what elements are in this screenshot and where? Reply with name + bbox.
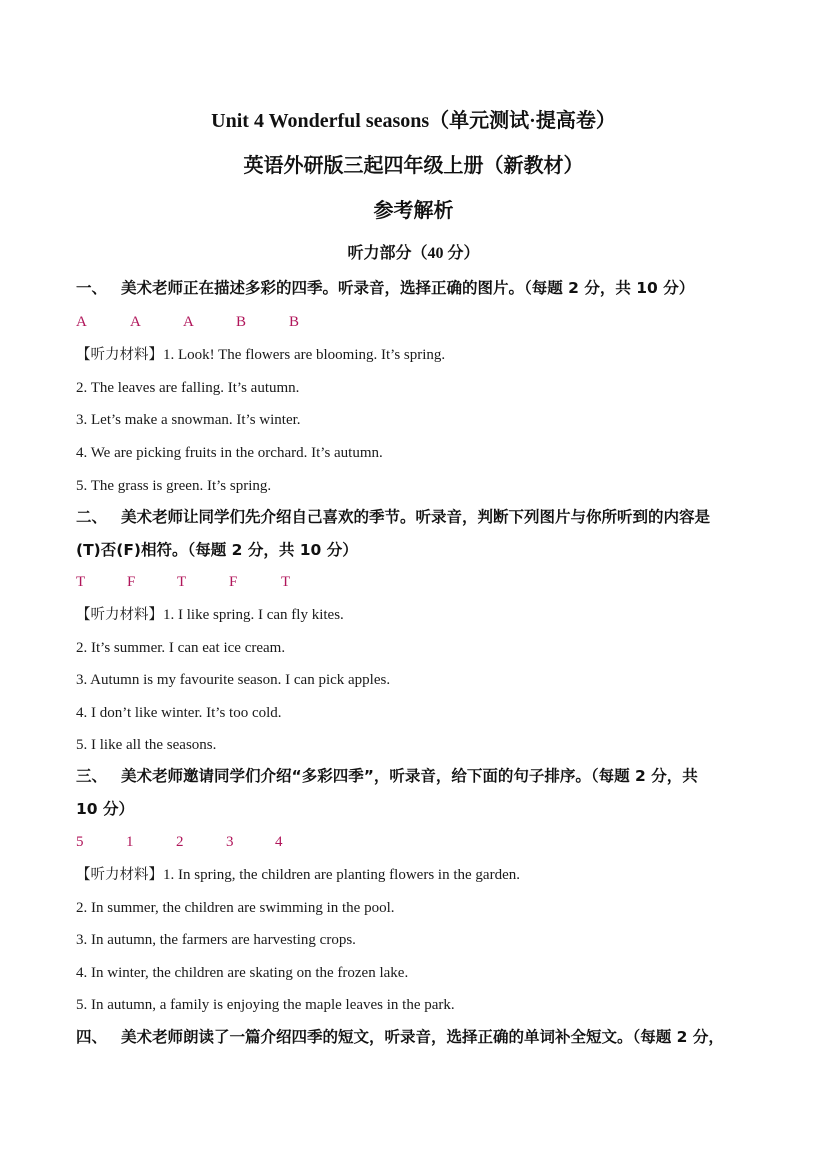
transcript-tag: 【听力材料】 — [76, 867, 163, 883]
answer: A — [76, 314, 87, 330]
section-2-heading — [76, 501, 766, 567]
section-number: 三、 — [76, 767, 108, 785]
section-instruction: 美术老师让同学们先介绍自己喜欢的季节。听录音，判断下列图片与你所听到的内容是 — [121, 508, 711, 526]
transcript-line: 【听力材料】1. I like spring. I can fly kites. — [76, 607, 344, 623]
section-instruction: 美术老师邀请同学们介绍“多彩四季”，听录音，给下面的句子排序。（每题 2 分，共 — [121, 767, 698, 785]
transcript-line: 5. I like all the seasons. — [76, 737, 217, 753]
transcript-line: 3. Autumn is my favourite season. I can pick apples. — [76, 672, 391, 688]
transcript-line: 3. In autumn, the farmers are harvesting crops. — [76, 932, 356, 948]
transcript-line: 2. It’s summer. I can eat ice cream. — [76, 640, 286, 656]
answer: 2 — [176, 834, 184, 850]
transcript-line: 3. Let’s make a snowman. It’s winter. — [76, 412, 301, 428]
section-number: 一、 — [76, 279, 108, 297]
transcript-line: 4. I don’t like winter. It’s too cold. — [76, 705, 282, 721]
section-4-heading — [76, 1021, 766, 1054]
answer: T — [177, 574, 187, 590]
answer-key-heading: 参考解析 — [373, 200, 454, 222]
transcript-line: 2. In summer, the children are swimming in the pool. — [76, 900, 395, 916]
transcript-line: 【听力材料】1. Look! The flowers are blooming. It’s spring. — [76, 347, 446, 363]
section-1-heading — [76, 272, 766, 305]
section-instruction: 美术老师朗读了一篇介绍四季的短文，听录音，选择正确的单词补全短文。（每题 2 分， — [121, 1028, 724, 1046]
answer: 3 — [226, 834, 234, 850]
transcript-line: 5. The grass is green. It’s spring. — [76, 478, 272, 494]
listening-part-heading: 听力部分（40 分） — [347, 245, 480, 262]
answer: A — [183, 314, 194, 330]
answer: B — [289, 314, 300, 330]
section-number: 二、 — [76, 508, 108, 526]
transcript-line: 4. We are picking fruits in the orchard. It’s autumn. — [76, 445, 383, 461]
transcript-line: 【听力材料】1. In spring, the children are planting flowers in the garden. — [76, 867, 520, 883]
answer: T — [281, 574, 291, 590]
answer: F — [229, 574, 238, 590]
section-3-heading — [76, 760, 766, 826]
document-subtitle: 英语外研版三起四年级上册（新教材） — [243, 155, 584, 177]
section-number: 四、 — [76, 1028, 108, 1046]
section-instruction-cont: 10 分） — [76, 800, 134, 818]
transcript-line: 2. The leaves are falling. It’s autumn. — [76, 380, 300, 396]
answer: F — [127, 574, 136, 590]
transcript-tag: 【听力材料】 — [76, 607, 163, 623]
transcript-line: 4. In winter, the children are skating on the frozen lake. — [76, 965, 409, 981]
transcript-line: 5. In autumn, a family is enjoying the maple leaves in the park. — [76, 997, 455, 1013]
document-title: Unit 4 Wonderful seasons（单元测试·提高卷） — [211, 110, 616, 132]
answer: 4 — [275, 834, 283, 850]
answer: B — [236, 314, 247, 330]
answer: 1 — [126, 834, 134, 850]
section-instruction: 美术老师正在描述多彩的四季。听录音，选择正确的图片。（每题 2 分，共 10 分） — [121, 279, 695, 297]
transcript-tag: 【听力材料】 — [76, 347, 163, 363]
section-instruction-cont: (T)否(F)相符。（每题 2 分，共 10 分） — [76, 541, 358, 559]
answer: T — [76, 574, 86, 590]
answer: 5 — [76, 834, 84, 850]
answer: A — [130, 314, 141, 330]
